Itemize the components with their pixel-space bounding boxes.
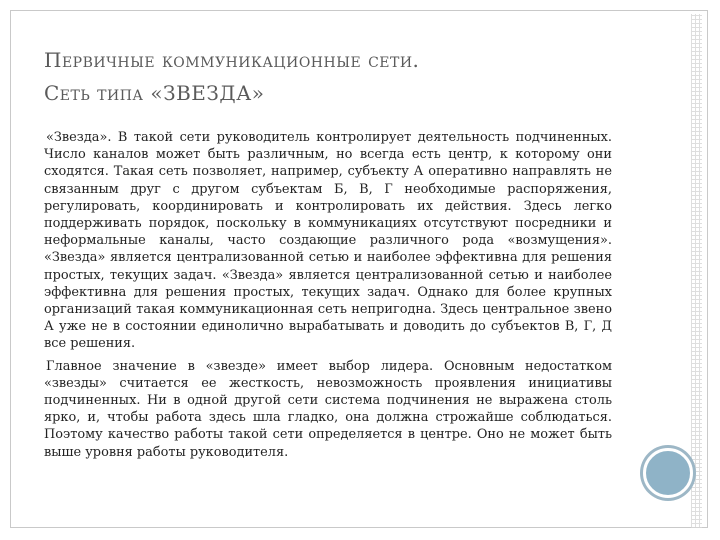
body-paragraph-2: Главное значение в «звезде» имеет выбор лидера. Основным недостатком «звезды» считается ее жесткость, невозможность проявления инициативы подчиненных. Ни в одной другой сети система подчинения не выражена столь ярко, и, чтобы работа здесь шла гладко, она должна строжайше соблюдаться. Поэтому качество работы такой сети определяется в центре. Оно не может быть выше уровня работы руководителя. [44, 358, 612, 460]
decorative-circle [643, 448, 693, 498]
body-paragraph-1: «Звезда». В такой сети руководитель контролирует деятельность подчиненных. Число каналов может быть различным, но всегда есть центр, к которому они сходятся. Такая сеть позволяет, например, субъекту А оперативно направлять не связанным друг с другом субъектам Б, В, Г необходимые распоряжения, регулировать, координировать и контролировать их действия. Здесь легко поддерживать порядок, поскольку в коммуникациях отсутствуют посредники и неформальные каналы, часто создающие различного рода «возмущения». «Звезда» является централизованной сетью и наиболее эффективна для решения простых, текущих задач. «Звезда» является централизованной сетью и наиболее эффективна для решения простых, текущих задач. Однако для более крупных организаций такая коммуникационная сеть непригодна. Здесь центральное звено А уже не в состоянии единолично вырабатывать и доводить до субъектов В, Г, Д все решения. [44, 130, 612, 352]
slide-title-line-2: Сеть типа «ЗВЕЗДА» [44, 81, 265, 105]
slide-title [44, 44, 419, 110]
slide-body [44, 129, 612, 461]
decorative-pattern-strip [691, 14, 702, 528]
slide-title-line-1: Первичные коммуникационные сети. [44, 48, 420, 72]
